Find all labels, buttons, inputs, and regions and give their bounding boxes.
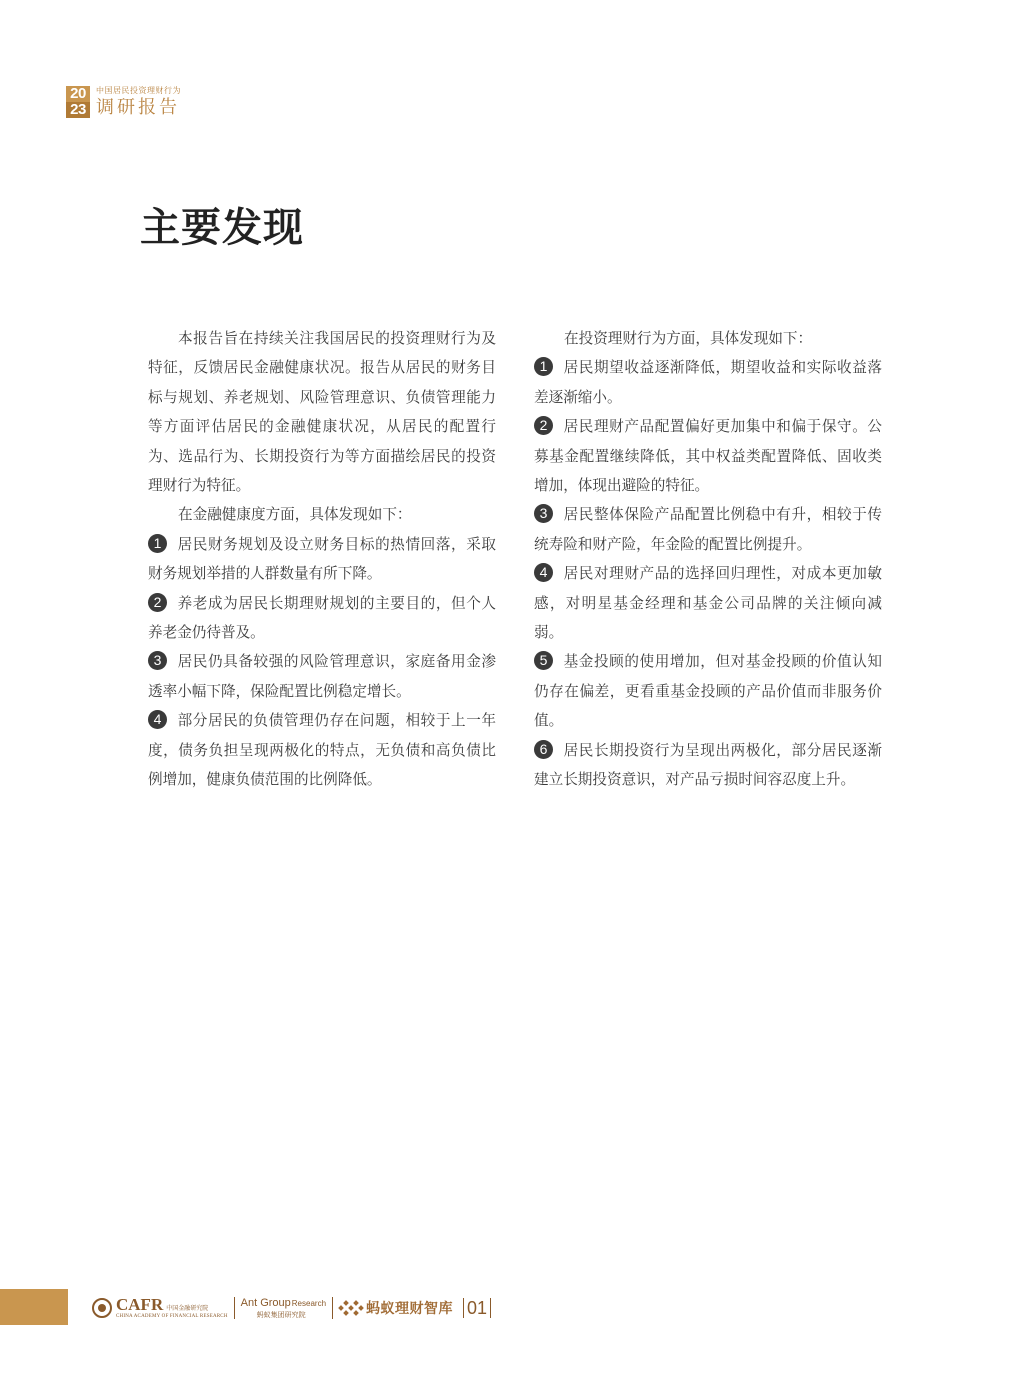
list-item-text: 居民理财产品配置偏好更加集中和偏于保守。公募基金配置继续降低，其中权益类配置降低、固收类增加，体现出避险的特征。 — [534, 418, 882, 495]
health-lead: 在金融健康度方面，具体发现如下： — [178, 506, 412, 524]
antgroup-chinese-name: 蚂蚁集团研究院 — [256, 1310, 306, 1319]
report-logo — [66, 86, 181, 119]
number-badge: 4 — [534, 563, 553, 582]
list-item-text: 居民仍具备较强的风险管理意识，家庭备用金渗透率小幅下降，保险配置比例稳定增长。 — [148, 653, 496, 700]
list-item-text: 居民期望收益逐渐降低，期望收益和实际收益落差逐渐缩小。 — [534, 359, 882, 406]
ant-brand-logo — [339, 1298, 453, 1318]
antgroup-name: Ant Group — [240, 1296, 291, 1309]
number-badge: 3 — [534, 504, 553, 523]
right-column — [534, 324, 882, 795]
number-badge: 1 — [534, 357, 553, 376]
page-title: 主要发现 — [140, 204, 304, 251]
cafr-chinese-name: 中国金融研究院 — [166, 1304, 209, 1312]
cafr-logo — [92, 1294, 228, 1320]
list-item — [148, 589, 496, 648]
list-item-text: 部分居民的负债管理仍存在问题，相较于上一年度，债务负担呈现两极化的特点，无负债和高负债比例增加，健康负债范围的比例降低。 — [148, 712, 496, 789]
seal-icon — [92, 1298, 112, 1318]
intro-paragraph: 本报告旨在持续关注我国居民的投资理财行为及特征，反馈居民金融健康状况。报告从居民的财务目标与规划、养老规划、风险管理意识、负债管理能力等方面评估居民的金融健康状况，从居民的配置行为、选品行为、长期投资行为等方面描绘居民的投资理财行为特征。 — [148, 330, 496, 495]
antgroup-research: Research — [291, 1298, 327, 1308]
number-badge: 3 — [148, 651, 167, 670]
report-series-title: 调研报告 — [96, 97, 180, 118]
list-item — [534, 500, 882, 559]
number-badge: 5 — [534, 651, 553, 670]
divider — [332, 1297, 333, 1319]
number-badge: 4 — [148, 710, 167, 729]
cafr-abbr: CAFR — [116, 1294, 164, 1314]
list-item — [148, 530, 496, 589]
number-badge: 6 — [534, 740, 553, 759]
left-column — [148, 324, 496, 795]
list-item — [534, 559, 882, 647]
list-item — [148, 647, 496, 706]
list-item — [534, 412, 882, 500]
list-item — [534, 736, 882, 795]
year-badge — [66, 86, 90, 118]
list-item-text: 居民长期投资行为呈现出两极化，部分居民逐渐建立长期投资意识，对产品亏损时间容忍度上升。 — [534, 741, 882, 789]
year-top: 20 — [66, 86, 90, 102]
list-item — [148, 706, 496, 794]
list-item — [534, 353, 882, 412]
number-badge: 1 — [148, 534, 167, 553]
list-item-text: 居民整体保险产品配置比例稳中有升，相较于传统寿险和财产险，年金险的配置比例提升。 — [534, 506, 882, 553]
list-item — [534, 647, 882, 735]
list-item-text: 居民对理财产品的选择回归理性，对成本更加敏感，对明星基金经理和基金公司品牌的关注倾向减弱。 — [534, 565, 882, 642]
ant-brand-name: 蚂蚁理财智库 — [366, 1301, 454, 1317]
behavior-lead: 在投资理财行为方面，具体发现如下： — [564, 330, 813, 347]
report-subtitle: 中国居民投资理财行为 — [96, 86, 181, 95]
list-item-text: 居民财务规划及设立财务目标的热情回落，采取财务规划举措的人群数量有所下降。 — [148, 535, 496, 583]
dots-icon — [339, 1300, 363, 1316]
number-badge: 2 — [534, 416, 553, 435]
footer-accent-bar — [0, 1289, 68, 1325]
number-badge: 2 — [148, 593, 167, 612]
cafr-english-name: CHINA ACADEMY OF FINANCIAL RESEARCH — [116, 1313, 228, 1319]
footer — [92, 1293, 491, 1323]
divider — [234, 1297, 235, 1319]
page-number: 01 — [463, 1298, 491, 1318]
list-item-text: 养老成为居民长期理财规划的主要目的，但个人养老金仍待普及。 — [148, 594, 496, 642]
year-bottom: 23 — [66, 102, 90, 118]
antgroup-research-logo — [241, 1297, 326, 1320]
list-item-text: 基金投顾的使用增加，但对基金投顾的价值认知仍存在偏差，更看重基金投顾的产品价值而非服务价值。 — [534, 653, 882, 730]
